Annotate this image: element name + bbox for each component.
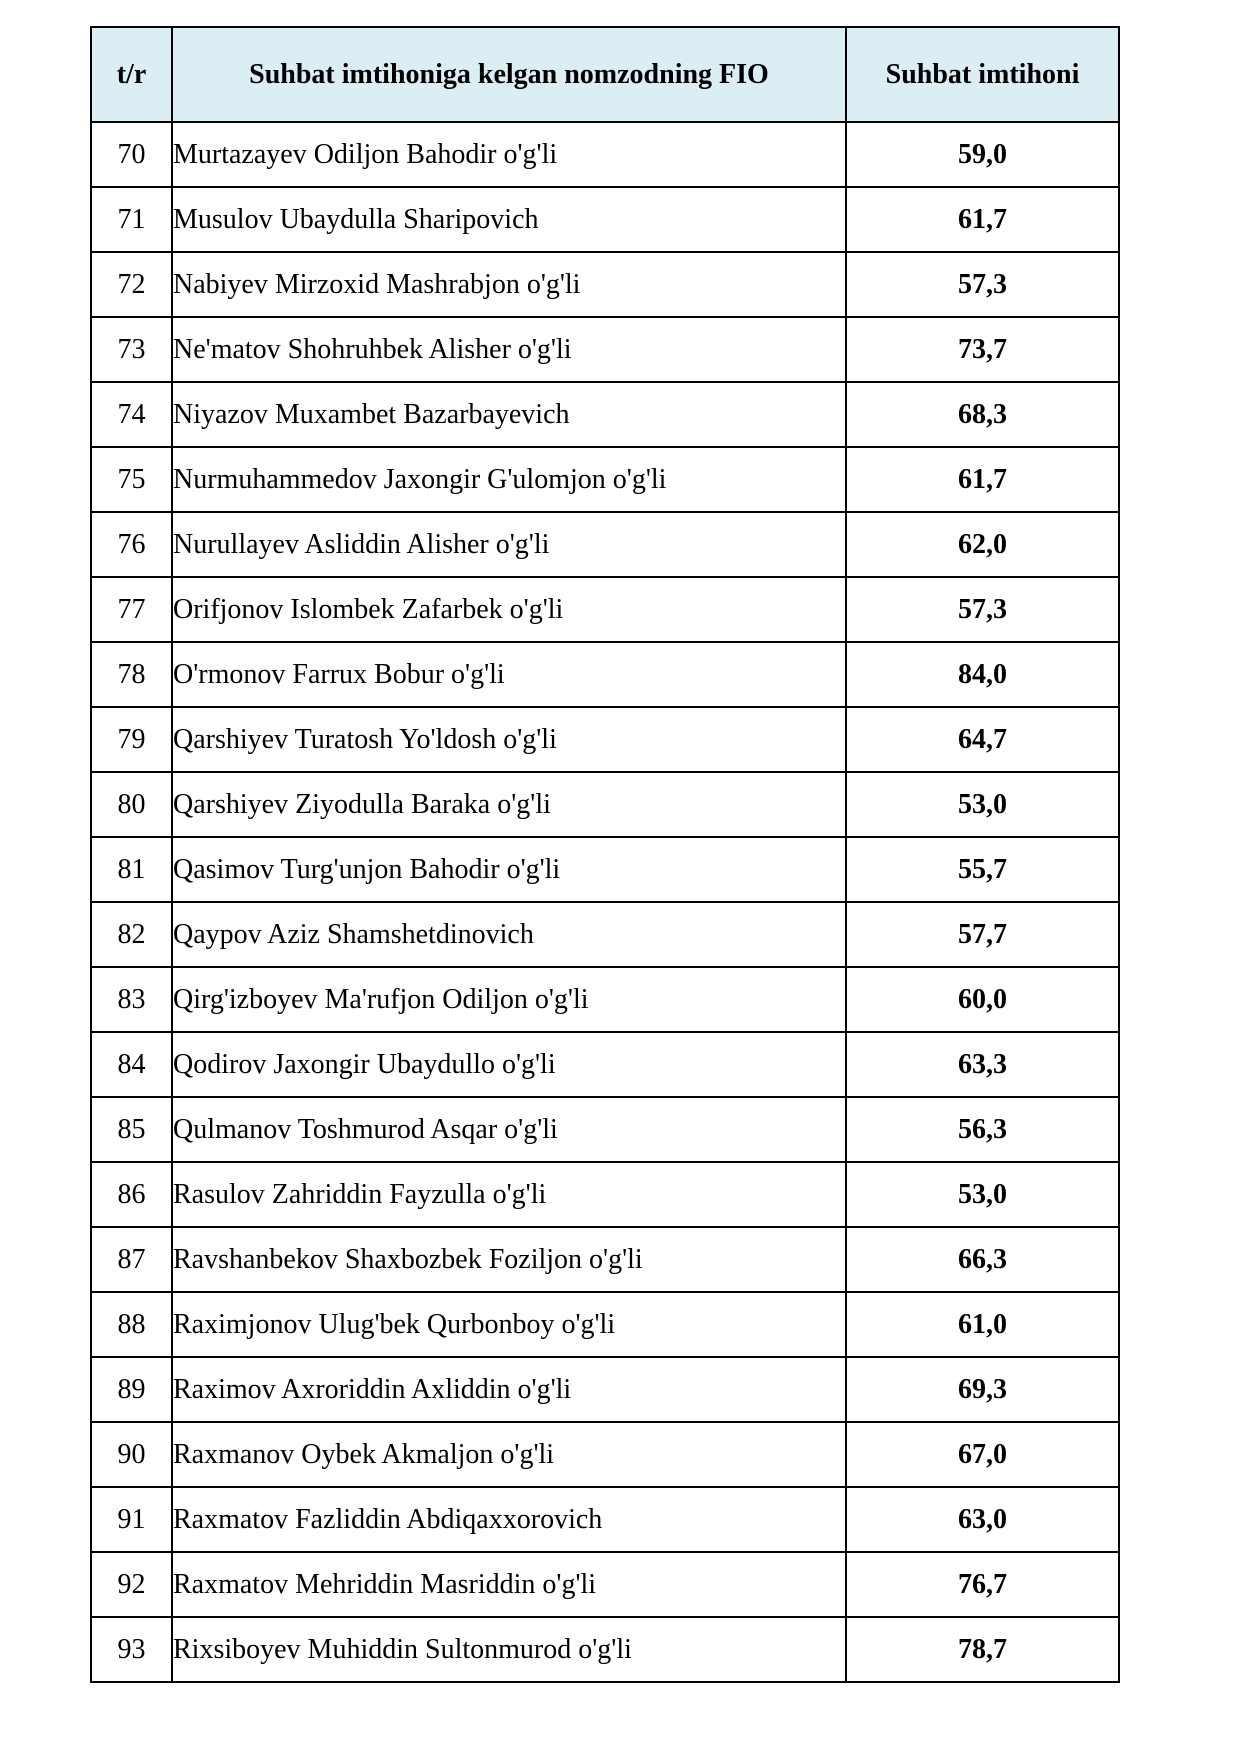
candidate-name: Qasimov Turg'unjon Bahodir o'g'li [172, 837, 846, 902]
row-number: 77 [91, 577, 172, 642]
row-number: 75 [91, 447, 172, 512]
row-number: 84 [91, 1032, 172, 1097]
row-number: 74 [91, 382, 172, 447]
candidate-name: Raximov Axroriddin Axliddin o'g'li [172, 1357, 846, 1422]
candidate-name: Qulmanov Toshmurod Asqar o'g'li [172, 1097, 846, 1162]
table-row [91, 1552, 1119, 1617]
table-row [91, 317, 1119, 382]
interview-score: 57,3 [846, 252, 1119, 317]
row-number: 70 [91, 122, 172, 187]
row-number: 76 [91, 512, 172, 577]
table-row [91, 382, 1119, 447]
interview-score: 64,7 [846, 707, 1119, 772]
table-row [91, 122, 1119, 187]
candidate-name: Rasulov Zahriddin Fayzulla o'g'li [172, 1162, 846, 1227]
table-row [91, 577, 1119, 642]
header-number: t/r [91, 27, 172, 122]
candidate-name: Qodirov Jaxongir Ubaydullo o'g'li [172, 1032, 846, 1097]
interview-score: 68,3 [846, 382, 1119, 447]
candidate-name: Musulov Ubaydulla Sharipovich [172, 187, 846, 252]
table-row [91, 707, 1119, 772]
table-row [91, 1357, 1119, 1422]
interview-score: 57,7 [846, 902, 1119, 967]
interview-score: 63,3 [846, 1032, 1119, 1097]
row-number: 87 [91, 1227, 172, 1292]
interview-score: 61,7 [846, 447, 1119, 512]
interview-score: 53,0 [846, 1162, 1119, 1227]
table-row [91, 1292, 1119, 1357]
candidate-name: Qirg'izboyev Ma'rufjon Odiljon o'g'li [172, 967, 846, 1032]
interview-score: 53,0 [846, 772, 1119, 837]
row-number: 79 [91, 707, 172, 772]
row-number: 72 [91, 252, 172, 317]
interview-score: 55,7 [846, 837, 1119, 902]
row-number: 73 [91, 317, 172, 382]
table-row [91, 447, 1119, 512]
header-row [91, 27, 1119, 122]
table-row [91, 1097, 1119, 1162]
table-row [91, 187, 1119, 252]
table-body [91, 122, 1119, 1682]
table-row [91, 1162, 1119, 1227]
interview-score: 76,7 [846, 1552, 1119, 1617]
table-row [91, 1032, 1119, 1097]
candidate-name: Rixsiboyev Muhiddin Sultonmurod o'g'li [172, 1617, 846, 1682]
table-row [91, 1227, 1119, 1292]
table-row [91, 967, 1119, 1032]
row-number: 83 [91, 967, 172, 1032]
candidate-name: Qarshiyev Turatosh Yo'ldosh o'g'li [172, 707, 846, 772]
candidate-name: Murtazayev Odiljon Bahodir o'g'li [172, 122, 846, 187]
row-number: 93 [91, 1617, 172, 1682]
candidate-name: Qarshiyev Ziyodulla Baraka o'g'li [172, 772, 846, 837]
row-number: 80 [91, 772, 172, 837]
row-number: 71 [91, 187, 172, 252]
candidate-name: Nurmuhammedov Jaxongir G'ulomjon o'g'li [172, 447, 846, 512]
table-row [91, 1422, 1119, 1487]
table-row [91, 1487, 1119, 1552]
interview-score: 60,0 [846, 967, 1119, 1032]
header-interview-score: Suhbat imtihoni [846, 27, 1119, 122]
candidate-name: Qaypov Aziz Shamshetdinovich [172, 902, 846, 967]
candidate-name: Nurullayev Asliddin Alisher o'g'li [172, 512, 846, 577]
table-row [91, 1617, 1119, 1682]
interview-score: 61,7 [846, 187, 1119, 252]
table-row [91, 837, 1119, 902]
interview-score: 63,0 [846, 1487, 1119, 1552]
candidate-name: Raxmanov Oybek Akmaljon o'g'li [172, 1422, 846, 1487]
row-number: 90 [91, 1422, 172, 1487]
table-row [91, 902, 1119, 967]
table-row [91, 512, 1119, 577]
interview-score: 69,3 [846, 1357, 1119, 1422]
candidate-name: Raxmatov Fazliddin Abdiqaxxorovich [172, 1487, 846, 1552]
interview-score: 66,3 [846, 1227, 1119, 1292]
candidate-name: Nabiyev Mirzoxid Mashrabjon o'g'li [172, 252, 846, 317]
row-number: 85 [91, 1097, 172, 1162]
interview-score: 84,0 [846, 642, 1119, 707]
interview-score: 61,0 [846, 1292, 1119, 1357]
row-number: 91 [91, 1487, 172, 1552]
interview-score: 57,3 [846, 577, 1119, 642]
table-row [91, 252, 1119, 317]
results-table [90, 26, 1120, 1683]
row-number: 82 [91, 902, 172, 967]
candidate-name: Ravshanbekov Shaxbozbek Foziljon o'g'li [172, 1227, 846, 1292]
interview-score: 59,0 [846, 122, 1119, 187]
table-row [91, 772, 1119, 837]
candidate-name: Ne'matov Shohruhbek Alisher o'g'li [172, 317, 846, 382]
header-candidate-name: Suhbat imtihoniga kelgan nomzodning FIO [172, 27, 846, 122]
interview-score: 78,7 [846, 1617, 1119, 1682]
candidate-name: Niyazov Muxambet Bazarbayevich [172, 382, 846, 447]
candidate-name: Raximjonov Ulug'bek Qurbonboy o'g'li [172, 1292, 846, 1357]
interview-score: 62,0 [846, 512, 1119, 577]
table-header [91, 27, 1119, 122]
interview-score: 73,7 [846, 317, 1119, 382]
row-number: 92 [91, 1552, 172, 1617]
row-number: 78 [91, 642, 172, 707]
candidate-name: Raxmatov Mehriddin Masriddin o'g'li [172, 1552, 846, 1617]
candidate-name: O'rmonov Farrux Bobur o'g'li [172, 642, 846, 707]
table-row [91, 642, 1119, 707]
row-number: 86 [91, 1162, 172, 1227]
interview-score: 56,3 [846, 1097, 1119, 1162]
interview-score: 67,0 [846, 1422, 1119, 1487]
row-number: 89 [91, 1357, 172, 1422]
row-number: 81 [91, 837, 172, 902]
candidate-name: Orifjonov Islombek Zafarbek o'g'li [172, 577, 846, 642]
row-number: 88 [91, 1292, 172, 1357]
